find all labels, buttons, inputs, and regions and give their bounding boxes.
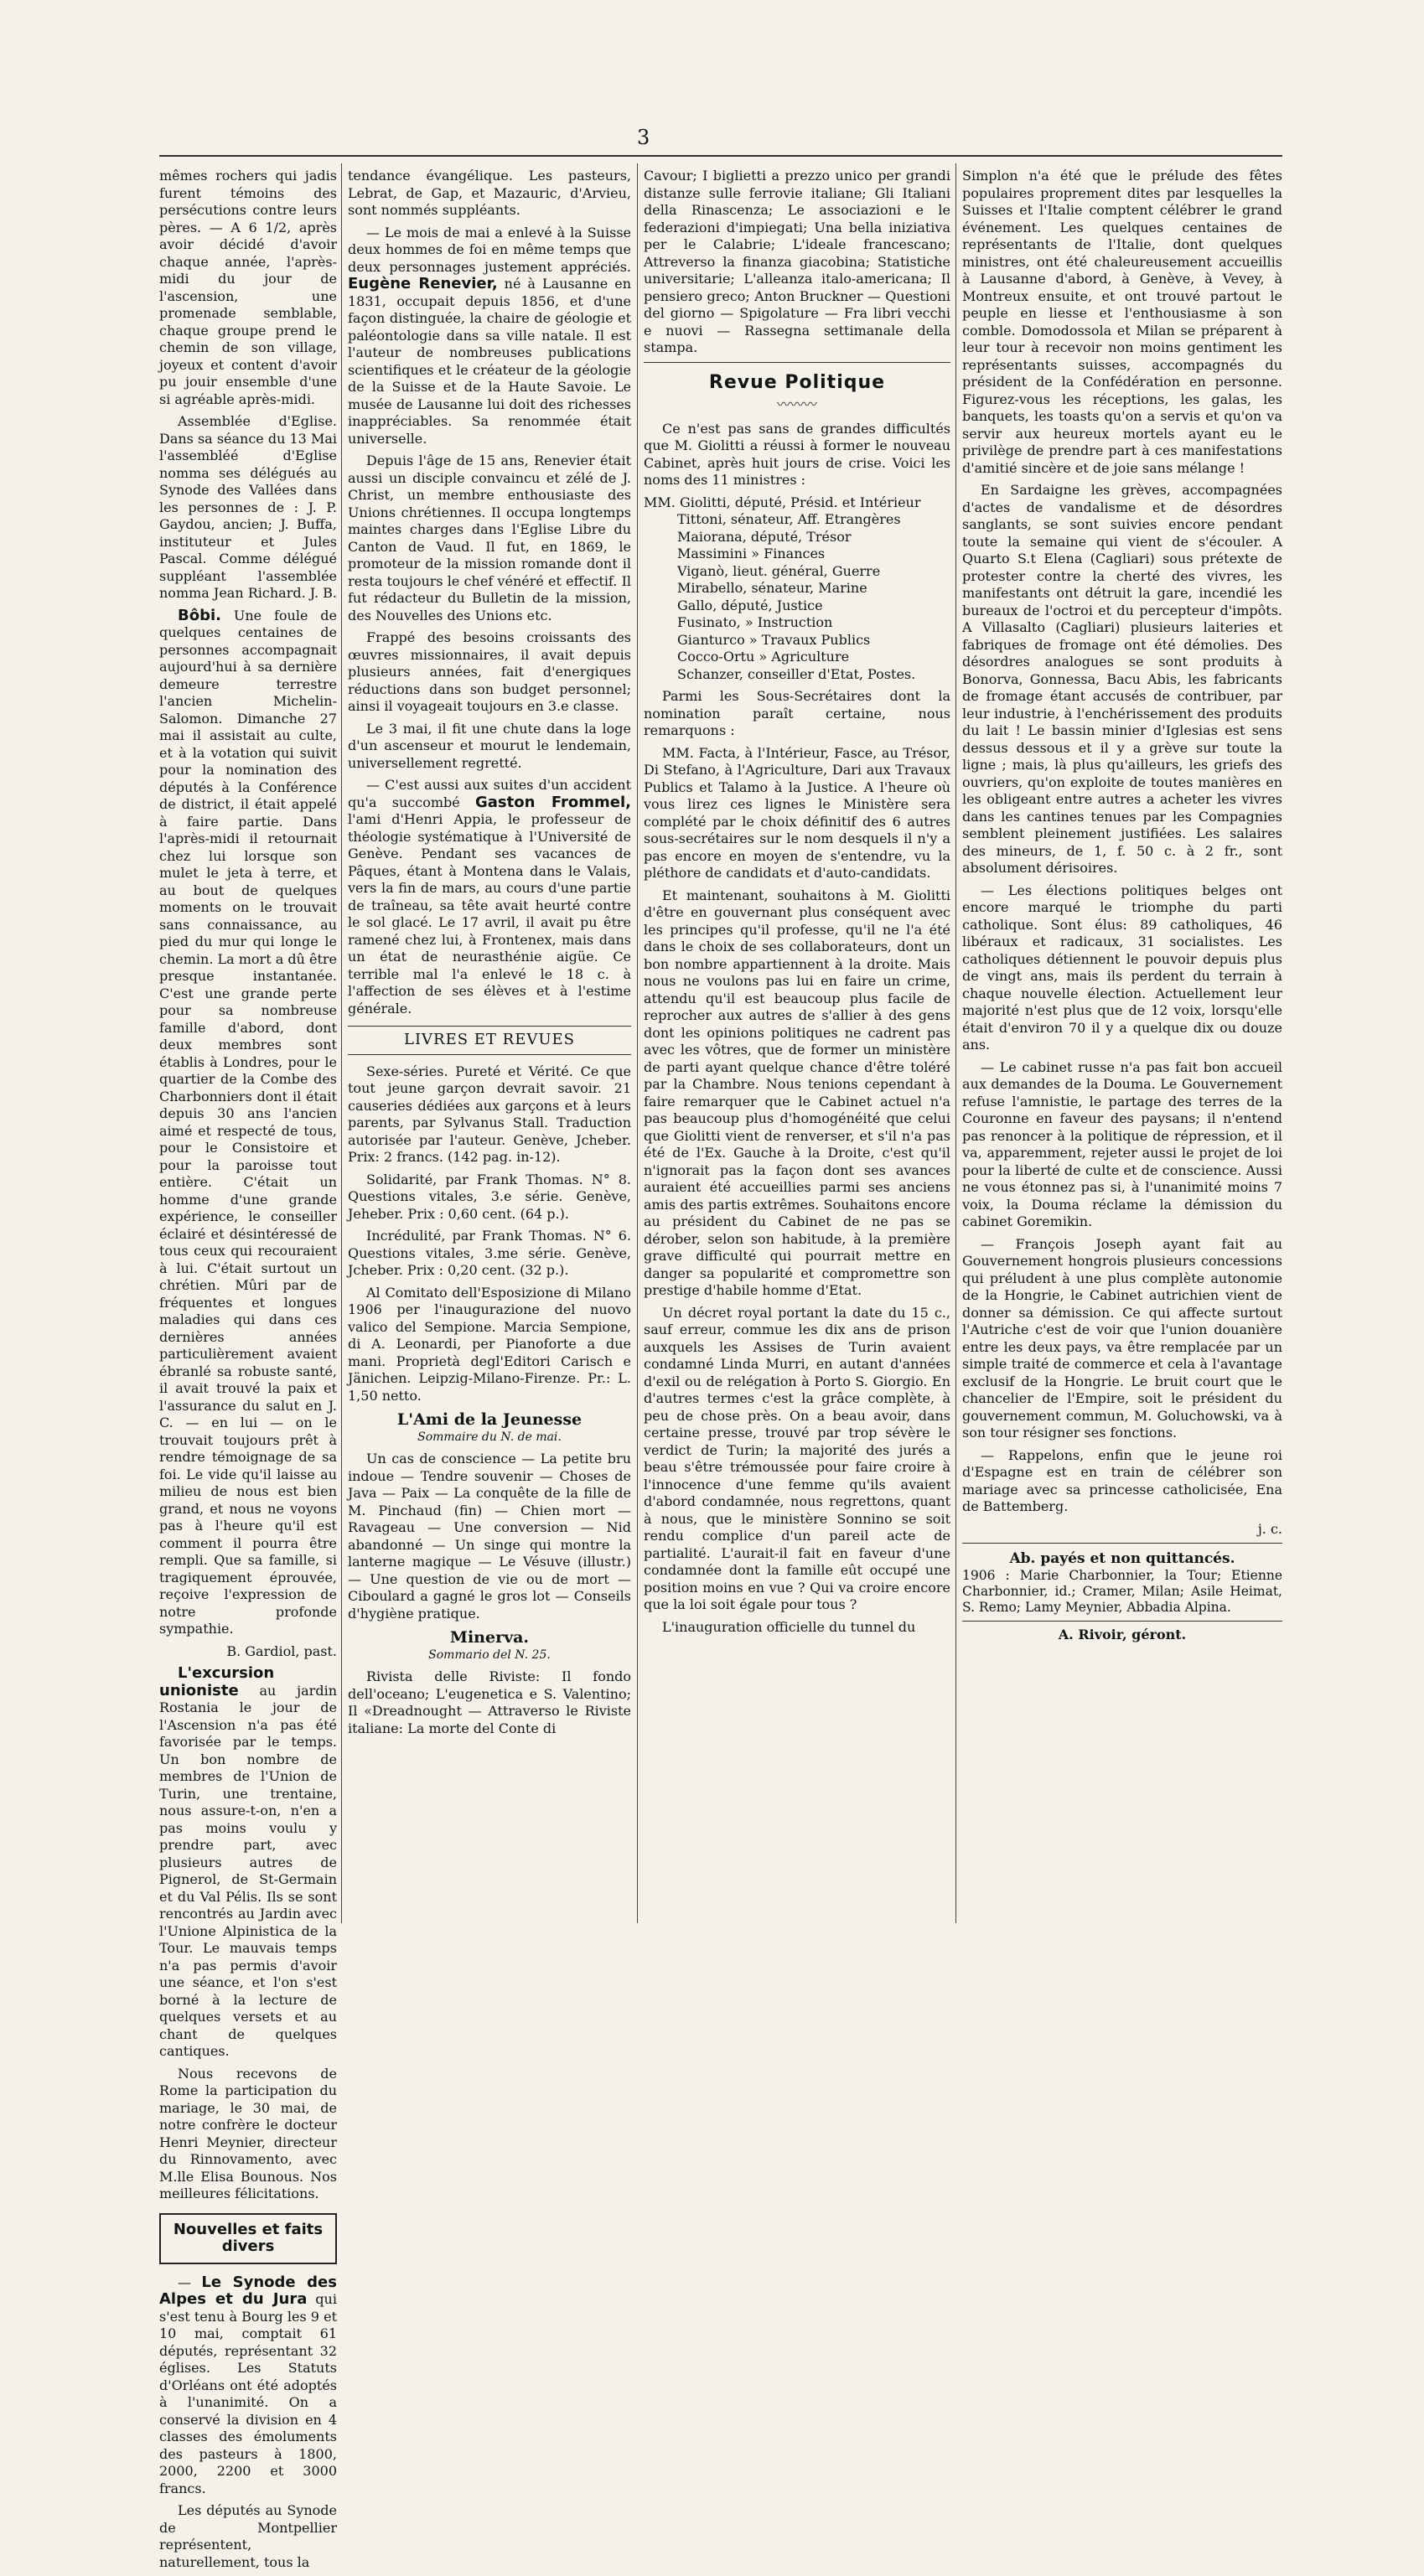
paragraph: 1906 : Marie Charbonnier, la Tour; Etienne Charbonnier, id.; Cramer, Milan; Asile Heimat, S. Remo; Lamy Meynier, Abbadia Alpina. xyxy=(962,1567,1282,1615)
signature: B. Gardiol, past. xyxy=(226,1642,337,1659)
paragraph: L'excursion unioniste au jardin Rostania le jour de l'Ascension n'a pas été favorisée par le temps. Un bon nombre de membres de l'Union de Turin, une trentaine, nous assure-t-on, n'en a pas moins voulu y prendre part, avec plusieurs autres de Pignerol, de St-Germain et du Val Pélis. Ils se sont rencontrés au Jardin avec l'Unione Alpinistica de la Tour. Le mauvais temps n'a pas permis d'avoir une séance, et l'on s'est borné à la lecture de quelques versets et au chant de quelques cantiques. xyxy=(159,1664,337,2059)
paragraph: tendance évangélique. Les pasteurs, Lebrat, de Gap, et Mazauric, d'Arvieu, sont nommés suppléants. xyxy=(348,168,631,218)
section-title: LIVRES ET REVUES xyxy=(348,1026,631,1055)
paragraph: Incrédulité, par Frank Thomas. N° 6. Questions vitales, 3.me série. Genève, Jcheber. Prix : 0,20 cent. (32 p.). xyxy=(348,1228,631,1278)
paragraph: Sexe-séries. Pureté et Vérité. Ce que tout jeune garçon devrait savoir. 21 causeries dédiées aux garçons et à leurs parents, par Sylvanus Stall. Traduction autorisée par l'auteur. Genève, Jcheber. Prix: 2 francs. (142 pag. in-12). xyxy=(348,1063,631,1165)
column-rule xyxy=(955,163,956,1923)
list-item: MM. Giolitti, député, Présid. et Intérieur xyxy=(644,494,921,510)
list-item: Massimini » Finances xyxy=(677,546,826,561)
paragraph: — Rappelons, enfin que le jeune roi d'Espagne est en train de célébrer son mariage avec sa princesse catholicisée, Ena de Battemberg. xyxy=(962,1446,1282,1514)
header-rule xyxy=(159,155,1282,157)
signature: j. c. xyxy=(1257,1520,1282,1537)
paragraph: Ce n'est pas sans de grandes difficultés que M. Giolitti a réussi à former le nouveau Cabinet, après huit jours de crise. Voici les noms des 11 ministres : xyxy=(644,420,950,488)
column-rule xyxy=(341,163,342,1923)
paragraph: Simplon n'a été que le prélude des fêtes populaires proprement dites par lesquelles la Suisses et l'Italie comptent célébrer le grand événement. Les quelques centaines de représentants de l'Italie, dont quelques ministres, ont été chaleureusement accueillis à Lausanne d'abord, à Genève, à Vevey, à Montreux ensuite, et ont trouvé partout le peuple en liesse et l'enthousiasme à son comble. Domodossola et Milan se préparent à leur tour à recevoir non moins gentiment les représentants suisses, accompagnés du président de la Confédération en personne. Figurez-vous les réceptions, les galas, les banquets, les toasts qu'on a servis et qu'on va servir aux heureux mortels ayant eu le privilège de prendre part à ces manifestations d'amitié sincère et de joie sans mélange ! xyxy=(962,168,1282,476)
paragraph: — Les élections politiques belges ont encore marqué le triomphe du parti catholique. Sont élus: 89 catholiques, 46 libéraux et radicaux, 31 socialistes. Les catholiques détiennent le pouvoir depuis plus de vingt ans, mais ils perdent du terrain à chaque nouvelle élection. Actuellement leur majorité n'est plus que de 12 voix, lorsqu'elle était d'environ 70 il y a quelque dix ou douze ans. xyxy=(962,882,1282,1053)
list-item: Tittoni, sénateur, Aff. Etrangères xyxy=(677,511,901,527)
list-item: Gianturco » Travaux Publics xyxy=(677,631,871,648)
paragraph: Solidarité, par Frank Thomas. N° 8. Questions vitales, 3.e série. Genève, Jeheber. Prix : 0,60 cent. (64 p.). xyxy=(348,1171,631,1222)
divider xyxy=(962,1543,1282,1544)
paragraph: L'inauguration officielle du tunnel du xyxy=(662,1618,916,1635)
paragraph: Cavour; I biglietti a prezzo unico per grandi distanze sulle ferrovie italiane; Gli Italiani della Rinascenza; Le associazioni e le federazioni d'impiegati; Una bella iniziativa per le Calabrie; L'ideale francescano; Attreverso la finanza giacobina; Statistiche universitarie; L'alleanza italo-americana; Il pensiero greco; Anton Bruckner — Questioni del giorno — Spigolature — Fra libri vecchi e nuovi — Rassegna settimanale della stampa. xyxy=(644,168,950,355)
paragraph: Bôbi. Une foule de quelques centaines de personnes accompagnait aujourd'hui à sa dernière demeure terrestre l'ancien Michelin-Salomon. Dimanche 27 mai il assistait au culte, et à la votation qui suivit pour la nomination des députés à la Conférence de district, il était appelé à faire partie. Dans l'après-midi il retournait chez lui lorsque son mulet le jeta à terre, et au bout de quelques moments on le trouvait sans connaissance, au pied du mur qui longe le chemin. La mort a dû être presque instantanée. C'est une grande perte pour sa nombreuse famille d'abord, dont deux membres sont établis à Londres, pour le quartier de la Combe des Charbonniers dont il était depuis 30 ans l'ancien aimé et respecté de tous, pour le Consistoire et pour la paroisse tout entière. C'était un homme d'une grande expérience, le conseiller éclairé et désintéressé de tous ceux qui recouraient à lui. C'était surtout un chrétien. Mûri par de fréquentes et longues maladies qui dans ces dernières années particulièrement avaient ébranlé sa robuste santé, il avait trouvé la paix et l'assurance du salut en J. C. — en lui — on le trouvait toujours prêt à rendre témoignage de sa foi. Le vide qu'il laisse au milieu de nous est bien grand, et nous ne voyons pas à l'heure qu'il est comment il pourra être rempli. Que sa famille, si tragiquement éprouvée, reçoive l'expression de notre profonde sympathie. xyxy=(159,606,337,1637)
paragraph: Depuis l'âge de 15 ans, Renevier était aussi un disciple convaincu et zélé de J. Christ, un membre enthousiaste des Unions chrétiennes. Il occupa longtemps maintes charges dans l'Eglise Libre du Canton de Vaud. Il fut, en 1869, le promoteur de la mission romande dont il resta toujours le chef vénéré et effectif. Il fut rédacteur du Bulletin de la mission, des Nouvelles des Unions etc. xyxy=(348,453,631,623)
paragraph: — Le Synode des Alpes et du Jura qui s'est tenu à Bourg les 9 et 10 mai, comptait 61 députés, représentant 32 églises. Les Statuts d'Orléans ont été adoptés à l'unanimité. On a conservé la division en 4 classes des émoluments des pasteurs à 1800, 2000, 2200 et 3000 francs. xyxy=(159,2273,337,2496)
subheading-note: Sommaire du N. de mai. xyxy=(417,1430,562,1444)
subheading-note: Sommario del N. 25. xyxy=(428,1648,551,1662)
list-item: Viganò, lieut. général, Guerre xyxy=(677,562,881,579)
paragraph: — Le mois de mai a enlevé à la Suisse deux hommes de foi en même temps que deux personnages justement appréciés. Eugène Renevier, né à Lausanne en 1831, occupait depuis 1856, et d'une façon distinguée, la chaire de géologie et paléontologie dans sa ville natale. Il est l'auteur de nombreuses publications scientifiques et le créateur de la géologie de la Suisse et de la Haute Savoie. Le musée de Lausanne lui doit des richesses inappréciables. Sa renommée était universelle. xyxy=(348,224,632,447)
subheading: Minerva. xyxy=(449,1628,530,1647)
list-item: Maiorana, député, Trésor xyxy=(677,528,852,545)
column-3 xyxy=(644,168,950,1641)
page-number: 3 xyxy=(637,126,650,149)
ornament: 〰〰〰 xyxy=(776,396,817,412)
divider xyxy=(644,362,950,363)
list-item: Gallo, député, Justice xyxy=(677,597,823,613)
paragraph: mêmes rochers qui jadis furent témoins des persécutions contre leurs pères. — A 6 1/2, après avoir décidé d'avoir chaque année, l'après-midi du jour de l'ascension, une promenade semblable, chaque groupe prend le chemin de son village, joyeux et content d'avoir pu jouir ensemble d'une si agréable après-midi. xyxy=(159,168,337,407)
paragraph: — Le cabinet russe n'a pas fait bon accueil aux demandes de la Douma. Le Gouvernement refuse l'amnistie, le partage des terres de la Couronne en faveur des paysans; il n'entend pas renoncer à la politique de répression, et il va, apparemment, rejeter aussi le projet de loi pour la liberté de culte et de conscience. Aussi ne vous étonnez pas si, à l'unanimité moins 7 voix, la Douma réclame la démission du cabinet Goremikin. xyxy=(962,1058,1282,1229)
publisher-line: A. Rivoir, géront. xyxy=(1058,1626,1187,1642)
divider xyxy=(962,1621,1282,1622)
column-2 xyxy=(348,168,631,1742)
paragraph: Rivista delle Riviste: Il fondo dell'oceano; L'eugenetica e S. Valentino; Il «Dreadnought — Attraverso le Riviste italiane: La morte del Conte di xyxy=(348,1668,631,1736)
subheading: Ab. payés et non quittancés. xyxy=(1009,1550,1235,1567)
paragraph: Parmi les Sous-Secrétaires dont la nomination paraît certaine, nous remarquons : xyxy=(644,688,950,738)
paragraph: En Sardaigne les grèves, accompagnées d'actes de vandalisme et de désordres sanglants, se sont suivies encore pendant toute la semaine qui vient de s'écouler. A Quarto S.t Elena (Cagliari) sous prétexte de protester contre la cherté des vivres, les manifestants ont détruit la gare, incendié les bureaux de l'octroi et du percepteur d'impôts. A Villasalto (Cagliari) plusieurs laiteries et fabriques de fromage ont été démolies. Des désordres analogues se sont produits à Bonorva, Gonnessa, Bacu Abis, les fabricants de fromage étant accusés de contribuer, par leur industrie, à l'enchérissement des produits du lait ! Le bassin minier d'Iglesias est sens dessus dessous et il y a grève sur toute la ligne ; mais, là plus qu'ailleurs, les griefs des ouvriers, qu'on exploite de toutes manières en les obligeant entre autres a acheter les vivres dans les cantines tenues par les Compagnies semblent pleinement justifiées. Les salaires des mineurs, de 1, f. 50 c. à 2 fr., sont absolument dérisoires. xyxy=(962,482,1282,876)
column-4 xyxy=(962,168,1282,1648)
section-title: Revue Politique xyxy=(708,371,886,393)
paragraph: — François Joseph ayant fait au Gouvernement hongrois plusieurs concessions qui préludent à une plus complète autonomie de la Hongrie, le Cabinet autrichien vient de donner sa démission. Ce qui affecte surtout l'Autriche c'est de voir que l'union douanière entre les deux pays, va être remplacée par un simple traité de commerce et cela à l'avantage exclusif de la Hongrie. Le bruit court que le chancelier de l'Empire, soit le président du gouvernement commun, M. Goluchowski, va à son tour résigner ses fonctions. xyxy=(962,1235,1282,1441)
paragraph: Un décret royal portant la date du 15 c., sauf erreur, commue les dix ans de prison auxquels les Assises de Turin avaient condamné Linda Murri, en autant d'années d'exil ou de relégation à Porto S. Giorgio. En d'autres termes c'est la grâce complète, à peu de chose près. On a beau avoir, dans certaine presse, trouvé par trop sévère le verdict de Turin; la majorité des jurés a beau s'être trémoussée pour faire croire à l'innocence d'une femme qu'ils avaient d'abord condamnée, nous regrettons, quant à nous, que le ministère Sonnino se soit rendu complice d'un pareil acte de partialité. L'aurait-il fait en faveur d'une condamnée dont la famille eût occupé une position moins en vue ? Qui va croire encore que la loi soit égale pour tous ? xyxy=(644,1304,950,1612)
list-item: Fusinato, » Instruction xyxy=(677,614,833,630)
subheading: L'Ami de la Jeunesse xyxy=(396,1410,583,1429)
paragraph: Al Comitato dell'Esposizione di Milano 1906 per l'inaugurazione del nuovo valico del Sempione. Marcia Sempione, di A. Leonardi, per Pianoforte a due mani. Proprietà degl'Editori Carisch e Jänichen. Leipzig-Milano-Firenze. Pr.: L. 1,50 netto. xyxy=(348,1284,631,1404)
paragraph: — C'est aussi aux suites d'un accident qu'a succombé Gaston Frommel, l'ami d'Henri Appia, le professeur de théologie systématique à l'Université de Genève. Pendant ses vacances de Pâques, étant à Montena dans le Valais, vers la fin de mars, au cours d'une partie de traîneau, sa tête avait heurté contre le sol glacé. Le 17 avril, il avait pu être ramené chez lui, à Frontenex, mais dans un état de neurasthénie aigüe. Ce terrible mal l'a enlevé le 18 c. à l'affection de ses élèves et à l'estime générale. xyxy=(348,777,631,1016)
paragraph: MM. Facta, à l'Intérieur, Fasce, au Trésor, Di Stefano, à l'Agriculture, Dari aux Travaux Publics et Talamo à la Justice. A l'heure où vous lirez ces lignes le Ministère sera complété par le choix définitif des 6 autres sous-secrétaires sur le nom desquels il n'y a pas encore en moyen de s'entendre, vu la pléthore de candidats et d'auto-candidats. xyxy=(644,744,950,881)
paragraph: Nous recevons de Rome la participation du mariage, le 30 mai, de notre confrère le docteur Henri Meynier, directeur du Rinnovamento, avec M.lle Elisa Bounous. Nos meilleures félicitations. xyxy=(159,2065,337,2201)
paragraph: Un cas de conscience — La petite bru indoue — Tendre souvenir — Choses de Java — Paix — La conquête de la fille de M. Pinchaud (fin) — Chien mort — Ravageau — Une conversion — Nid abandonné — Un singe qui montre la lanterne magique — Le Vésuve (illustr.) — Une question de vie ou de mort — Ciboulard a gagné le gros lot — Conseils d'hygiène pratique. xyxy=(348,1451,631,1622)
section-title: Nouvelles et faits divers xyxy=(159,2213,337,2264)
list-item: Schanzer, conseiller d'Etat, Postes. xyxy=(677,665,916,682)
paragraph: Assemblée d'Eglise. Dans sa séance du 13 Mai l'assembléé d'Eglise nomma ses délégués au Synode des Vallées dans les personnes de : J. P. Gaydou, ancien; J. Buffa, instituteur et Jules Pascal. Comme délégué suppléant l'assemblée nomma Jean Richard. J. B. xyxy=(159,413,337,601)
paragraph: Les députés au Synode de Montpellier représentent, naturellement, tous la xyxy=(159,2502,337,2570)
list-item: Mirabello, sénateur, Marine xyxy=(677,580,867,596)
paragraph: Et maintenant, souhaitons à M. Giolitti d'être en gouvernant plus conséquent avec les principes qu'il professe, qu'il ne l'a été dans le choix de ses collaborateurs, dont un bon nombre appartiennent à la droite. Mais nous ne voulons pas lui en faire un crime, attendu qu'il est beaucoup plus facile de reprocher aux autres de s'allier à des gens dont les opinions politiques ne cadrent pas avec les vôtres, que de former un ministère de parti ayant quelque chance d'être toléré par la Chambre. Nous tenions cependant à faire remarquer que le Cabinet actuel n'a pas beaucoup plus d'homogénéité que celui que Giolitti vient de renverser, et s'il n'a pas été de l'Ex. Gauche à la Droite, c'est qu'il n'ignorait pas la façon dont ses avances auraient été accueillies parmi ses anciens amis des partis extrêmes. Souhaitons encore au président du Cabinet de ne pas se dérober, selon son habitude, à la première grave difficulté qui pourrait mettre en danger sa popularité et compromettre son prestige d'habile homme d'Etat. xyxy=(644,887,950,1298)
column-1 xyxy=(159,168,337,2576)
column-rule xyxy=(637,163,638,1923)
list-item: Cocco-Ortu » Agriculture xyxy=(677,649,850,665)
paragraph: Frappé des besoins croissants des œuvres missionnaires, il avait depuis plusieurs années, fait d'energiques réductions dans son budget personnel; ainsi il voyageait toujours en 3.e classe. xyxy=(348,629,631,714)
paragraph: Le 3 mai, il fit une chute dans la loge d'un ascenseur et mourut le lendemain, universellement regretté. xyxy=(348,720,631,771)
minister-list xyxy=(644,494,950,684)
